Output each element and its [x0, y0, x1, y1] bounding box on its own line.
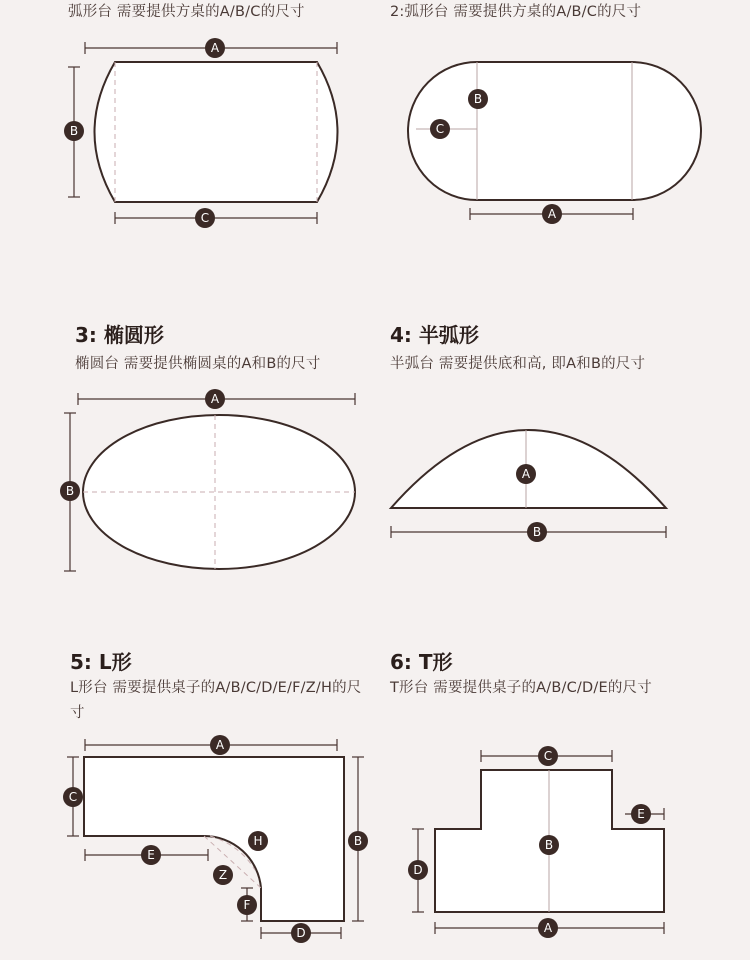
badge-a3: [205, 389, 225, 409]
svg-text:F: F: [243, 898, 251, 912]
badge-a: [205, 38, 225, 58]
svg-text:D: D: [413, 863, 423, 877]
section1-description: 弧形台 需要提供方桌的A/B/C的尺寸: [68, 4, 305, 20]
badge-b4: [527, 522, 547, 542]
badge-c: [195, 208, 215, 228]
svg-text:C: C: [543, 749, 553, 763]
svg-text:A: A: [547, 207, 557, 221]
svg-text:A: A: [210, 392, 220, 406]
badge-h5: [248, 831, 268, 851]
stadium-table-diagram: [408, 62, 701, 224]
badge-a2: [542, 204, 562, 224]
svg-text:E: E: [637, 807, 645, 821]
badge-b5: [348, 831, 368, 851]
badge-d6: [408, 860, 428, 880]
badge-f5: [237, 895, 257, 915]
svg-text:D: D: [296, 926, 306, 940]
section4-description: 半弧台 需要提供底和高, 即A和B的尺寸: [390, 356, 646, 372]
section2-description: 2:弧形台 需要提供方桌的A/B/C的尺寸: [390, 4, 642, 20]
section5-description: L形台 需要提供桌子的A/B/C/D/E/F/Z/H的尺寸: [70, 680, 362, 721]
badge-c5: [63, 787, 83, 807]
arc-table-diagram: [64, 38, 338, 228]
badge-b6: [539, 835, 559, 855]
section3-description: 椭圆台 需要提供椭圆桌的A和B的尺寸: [75, 356, 321, 372]
svg-text:B: B: [532, 525, 542, 539]
badge-b: [64, 121, 84, 141]
section6-description: T形台 需要提供桌子的A/B/C/D/E的尺寸: [390, 680, 652, 696]
svg-text:C: C: [68, 790, 78, 804]
stadium-table-shape: [408, 62, 701, 200]
ellipse-table-diagram: [60, 389, 355, 571]
badge-e5: [141, 845, 161, 865]
t-shape-table-diagram: [408, 746, 664, 938]
arc-table-shape: [95, 62, 338, 202]
svg-text:B: B: [353, 834, 363, 848]
section5-title: 5: L形: [70, 650, 132, 674]
badge-c2: [430, 119, 450, 139]
section3-title: 3: 椭圆形: [75, 323, 164, 347]
badge-e6: [631, 804, 651, 824]
svg-text:C: C: [200, 211, 210, 225]
svg-text:A: A: [521, 467, 531, 481]
svg-text:E: E: [147, 848, 155, 862]
badge-b3: [60, 481, 80, 501]
svg-text:B: B: [69, 124, 79, 138]
badge-z5: [213, 865, 233, 885]
section4-title: 4: 半弧形: [390, 323, 479, 347]
svg-text:Z: Z: [218, 868, 228, 882]
svg-text:B: B: [65, 484, 75, 498]
svg-text:C: C: [435, 122, 445, 136]
badge-d5: [291, 923, 311, 943]
half-arc-table-diagram: [391, 430, 666, 542]
badge-a5: [210, 735, 230, 755]
svg-text:B: B: [544, 838, 554, 852]
badge-b2: [468, 89, 488, 109]
l-shape-table-shape: [84, 757, 344, 921]
badge-a4: [516, 464, 536, 484]
svg-text:A: A: [210, 41, 220, 55]
svg-text:A: A: [215, 738, 225, 752]
badge-c6: [538, 746, 558, 766]
svg-text:B: B: [473, 92, 483, 106]
l-shape-table-diagram: [63, 735, 368, 943]
badge-a6: [538, 918, 558, 938]
svg-text:A: A: [543, 921, 553, 935]
svg-text:H: H: [253, 834, 263, 848]
section6-title: 6: T形: [390, 650, 453, 674]
